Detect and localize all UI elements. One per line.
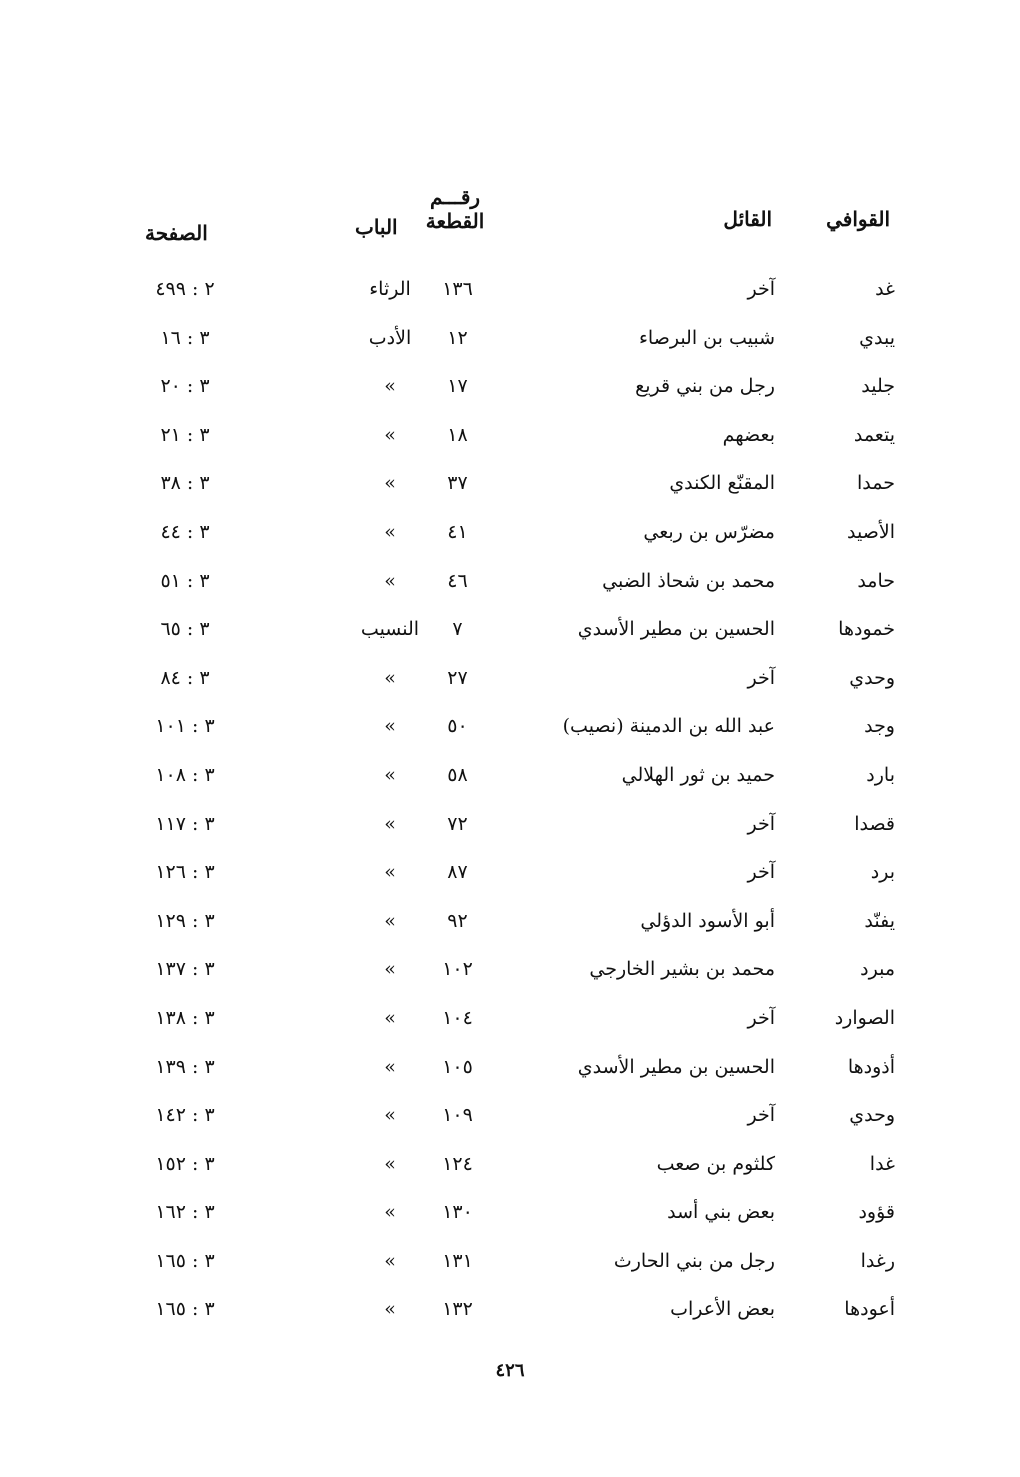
table-row bbox=[0, 1240, 1020, 1289]
cell-raqm: ١٣٦ bbox=[442, 278, 473, 300]
cell-bab: » bbox=[384, 1201, 396, 1224]
cell-raqm: ١٧ bbox=[447, 375, 468, 398]
cell-bab: » bbox=[384, 1298, 396, 1321]
table-row bbox=[0, 317, 1020, 366]
cell-safha: ٣ : ٦٥ bbox=[160, 618, 210, 641]
cell-safha: ٣ : ١٦ bbox=[160, 326, 210, 349]
cell-bab: » bbox=[384, 812, 396, 835]
cell-safha: ٣ : ١٣٨ bbox=[155, 1006, 215, 1029]
header-raqm bbox=[420, 185, 490, 233]
table-row bbox=[0, 268, 1020, 317]
cell-bab: » bbox=[384, 375, 396, 398]
cell-qawafi: حامد bbox=[857, 569, 895, 592]
cell-qail: آخر bbox=[747, 666, 775, 689]
cell-raqm: ٣٧ bbox=[447, 472, 468, 495]
cell-safha: ٣ : ١٦٢ bbox=[155, 1201, 215, 1224]
header-qawafi: القوافي bbox=[826, 207, 890, 231]
cell-qawafi: غد bbox=[875, 278, 895, 300]
cell-raqm: ١٠٥ bbox=[442, 1055, 473, 1078]
cell-qail: المقنّع الكندي bbox=[669, 472, 775, 495]
cell-qawafi: برد bbox=[870, 861, 895, 884]
cell-qawafi: قؤود bbox=[858, 1201, 895, 1224]
cell-safha: ٢ : ٤٩٩ bbox=[155, 278, 215, 300]
cell-safha: ٣ : ١٦٥ bbox=[155, 1298, 215, 1321]
cell-qawafi: رغدا bbox=[860, 1249, 895, 1272]
cell-safha: ٣ : ١٠٨ bbox=[155, 763, 215, 786]
cell-safha: ٣ : ٤٤ bbox=[160, 520, 210, 543]
cell-safha: ٣ : ١٦٥ bbox=[155, 1249, 215, 1272]
cell-qail: الحسين بن مطير الأسدي bbox=[577, 618, 775, 641]
table-row bbox=[0, 511, 1020, 560]
cell-qawafi: وحدي bbox=[849, 1104, 895, 1127]
cell-bab: » bbox=[384, 1152, 396, 1175]
table-row bbox=[0, 1094, 1020, 1143]
cell-qail: شبيب بن البرصاء bbox=[638, 326, 775, 349]
table-row bbox=[0, 1191, 1020, 1240]
cell-safha: ٣ : ١٢٩ bbox=[155, 909, 215, 932]
cell-bab: » bbox=[384, 958, 396, 981]
cell-qail: أبو الأسود الدؤلي bbox=[640, 909, 775, 932]
cell-qawafi: يتعمد bbox=[853, 423, 895, 446]
cell-qawafi: أذودها bbox=[847, 1055, 895, 1078]
table-row bbox=[0, 608, 1020, 657]
table-row bbox=[0, 705, 1020, 754]
cell-safha: ٣ : ١٣٧ bbox=[155, 958, 215, 981]
cell-safha: ٣ : ١٠١ bbox=[155, 715, 215, 738]
cell-safha: ٣ : ١٥٢ bbox=[155, 1152, 215, 1175]
cell-qail: آخر bbox=[747, 278, 775, 300]
cell-qail: بعض الأعراب bbox=[670, 1298, 775, 1321]
table-row bbox=[0, 1143, 1020, 1192]
table-row bbox=[0, 948, 1020, 997]
cell-raqm: ٥٨ bbox=[447, 763, 468, 786]
cell-safha: ٣ : ١١٧ bbox=[155, 812, 215, 835]
table-row bbox=[0, 414, 1020, 463]
cell-raqm: ١٣٠ bbox=[442, 1201, 473, 1224]
cell-qail: بعضهم bbox=[722, 423, 775, 446]
table-row bbox=[0, 997, 1020, 1046]
cell-qawafi: مبرد bbox=[860, 958, 895, 981]
cell-bab: » bbox=[384, 569, 396, 592]
cell-safha: ٣ : ١٤٢ bbox=[155, 1104, 215, 1127]
cell-bab: » bbox=[384, 1104, 396, 1127]
cell-qawafi: بارد bbox=[866, 763, 895, 786]
cell-raqm: ١٠٢ bbox=[442, 958, 473, 981]
cell-raqm: ٥٠ bbox=[447, 715, 468, 738]
cell-qawafi: الصوارد bbox=[834, 1006, 895, 1029]
cell-safha: ٣ : ١٣٩ bbox=[155, 1055, 215, 1078]
cell-bab: » bbox=[384, 1249, 396, 1272]
cell-bab: » bbox=[384, 861, 396, 884]
header-safha: الصفحة bbox=[145, 221, 208, 245]
header-raqm-bottom: القطعة bbox=[425, 209, 485, 233]
cell-bab: » bbox=[384, 909, 396, 932]
cell-qail: مضرّس بن ربعي bbox=[643, 520, 775, 543]
cell-raqm: ١٣١ bbox=[442, 1249, 473, 1272]
cell-qawafi: وجد bbox=[864, 715, 895, 738]
cell-bab: » bbox=[384, 763, 396, 786]
cell-qawafi: غدا bbox=[869, 1152, 895, 1175]
cell-qawafi: وحدي bbox=[849, 666, 895, 689]
cell-raqm: ١٣٢ bbox=[442, 1298, 473, 1321]
cell-qail: بعض بني أسد bbox=[667, 1201, 775, 1224]
cell-qail: محمد بن شحاذ الضبي bbox=[602, 569, 775, 592]
cell-bab: » bbox=[384, 715, 396, 738]
cell-safha: ٣ : ٢١ bbox=[160, 423, 210, 446]
table-body bbox=[0, 268, 1020, 1337]
cell-qail: كلثوم بن صعب bbox=[656, 1152, 775, 1175]
cell-qawafi: يفنّد bbox=[864, 909, 895, 932]
cell-qawafi: حمدا bbox=[857, 472, 895, 495]
cell-raqm: ١٠٩ bbox=[442, 1104, 473, 1127]
cell-qawafi: الأصيد bbox=[847, 520, 895, 543]
cell-raqm: ٢٧ bbox=[447, 666, 468, 689]
cell-qail: آخر bbox=[747, 861, 775, 884]
header-qail: القائل bbox=[723, 207, 772, 231]
cell-safha: ٣ : ٨٤ bbox=[160, 666, 210, 689]
cell-raqm: ٤١ bbox=[447, 520, 468, 543]
cell-bab: » bbox=[384, 472, 396, 495]
page-number: ٤٢٦ bbox=[495, 1360, 525, 1381]
cell-raqm: ١٠٤ bbox=[442, 1006, 473, 1029]
cell-qail: رجل من بني قريع bbox=[635, 375, 775, 398]
cell-bab: » bbox=[384, 1006, 396, 1029]
cell-raqm: ٨٧ bbox=[447, 861, 468, 884]
table-row bbox=[0, 851, 1020, 900]
cell-raqm: ٧٢ bbox=[447, 812, 468, 835]
cell-qail: آخر bbox=[747, 1006, 775, 1029]
cell-raqm: ١٢٤ bbox=[442, 1152, 473, 1175]
cell-raqm: ٧ bbox=[452, 618, 463, 641]
cell-qawafi: أعودها bbox=[844, 1298, 895, 1321]
table-row bbox=[0, 560, 1020, 609]
cell-bab: » bbox=[384, 666, 396, 689]
cell-qawafi: خمودها bbox=[838, 618, 895, 641]
cell-safha: ٣ : ٥١ bbox=[160, 569, 210, 592]
cell-qail: آخر bbox=[747, 812, 775, 835]
table-row bbox=[0, 1046, 1020, 1095]
cell-qail: عبد الله بن الدمينة (نصيب) bbox=[562, 715, 775, 738]
cell-safha: ٣ : ٢٠ bbox=[160, 375, 210, 398]
cell-qawafi: يبدي bbox=[859, 326, 895, 349]
cell-bab: » bbox=[384, 1055, 396, 1078]
cell-qawafi: قصدا bbox=[854, 812, 895, 835]
table-row bbox=[0, 1288, 1020, 1337]
cell-qail: حميد بن ثور الهلالي bbox=[621, 763, 775, 786]
cell-raqm: ٩٢ bbox=[447, 909, 468, 932]
cell-qail: رجل من بني الحارث bbox=[613, 1249, 775, 1272]
cell-raqm: ١٨ bbox=[447, 423, 468, 446]
table-row bbox=[0, 754, 1020, 803]
table-row bbox=[0, 900, 1020, 949]
cell-qail: محمد بن بشير الخارجي bbox=[589, 958, 775, 981]
table-row bbox=[0, 803, 1020, 852]
cell-bab: الأدب bbox=[368, 326, 412, 349]
header-raqm-top: رقـــم bbox=[429, 185, 481, 209]
cell-safha: ٣ : ٣٨ bbox=[160, 472, 210, 495]
cell-bab: النسيب bbox=[360, 618, 420, 641]
header-bab: الباب bbox=[355, 215, 398, 239]
table-row bbox=[0, 365, 1020, 414]
cell-qail: آخر bbox=[747, 1104, 775, 1127]
table-row bbox=[0, 462, 1020, 511]
table-row bbox=[0, 657, 1020, 706]
cell-raqm: ٤٦ bbox=[447, 569, 468, 592]
cell-bab: الرثاء bbox=[369, 278, 411, 300]
cell-bab: » bbox=[384, 423, 396, 446]
cell-qail: الحسين بن مطير الأسدي bbox=[577, 1055, 775, 1078]
cell-bab: » bbox=[384, 520, 396, 543]
cell-qawafi: جليد bbox=[861, 375, 895, 398]
cell-raqm: ١٢ bbox=[447, 326, 468, 349]
table-header bbox=[0, 185, 1020, 255]
cell-safha: ٣ : ١٢٦ bbox=[155, 861, 215, 884]
